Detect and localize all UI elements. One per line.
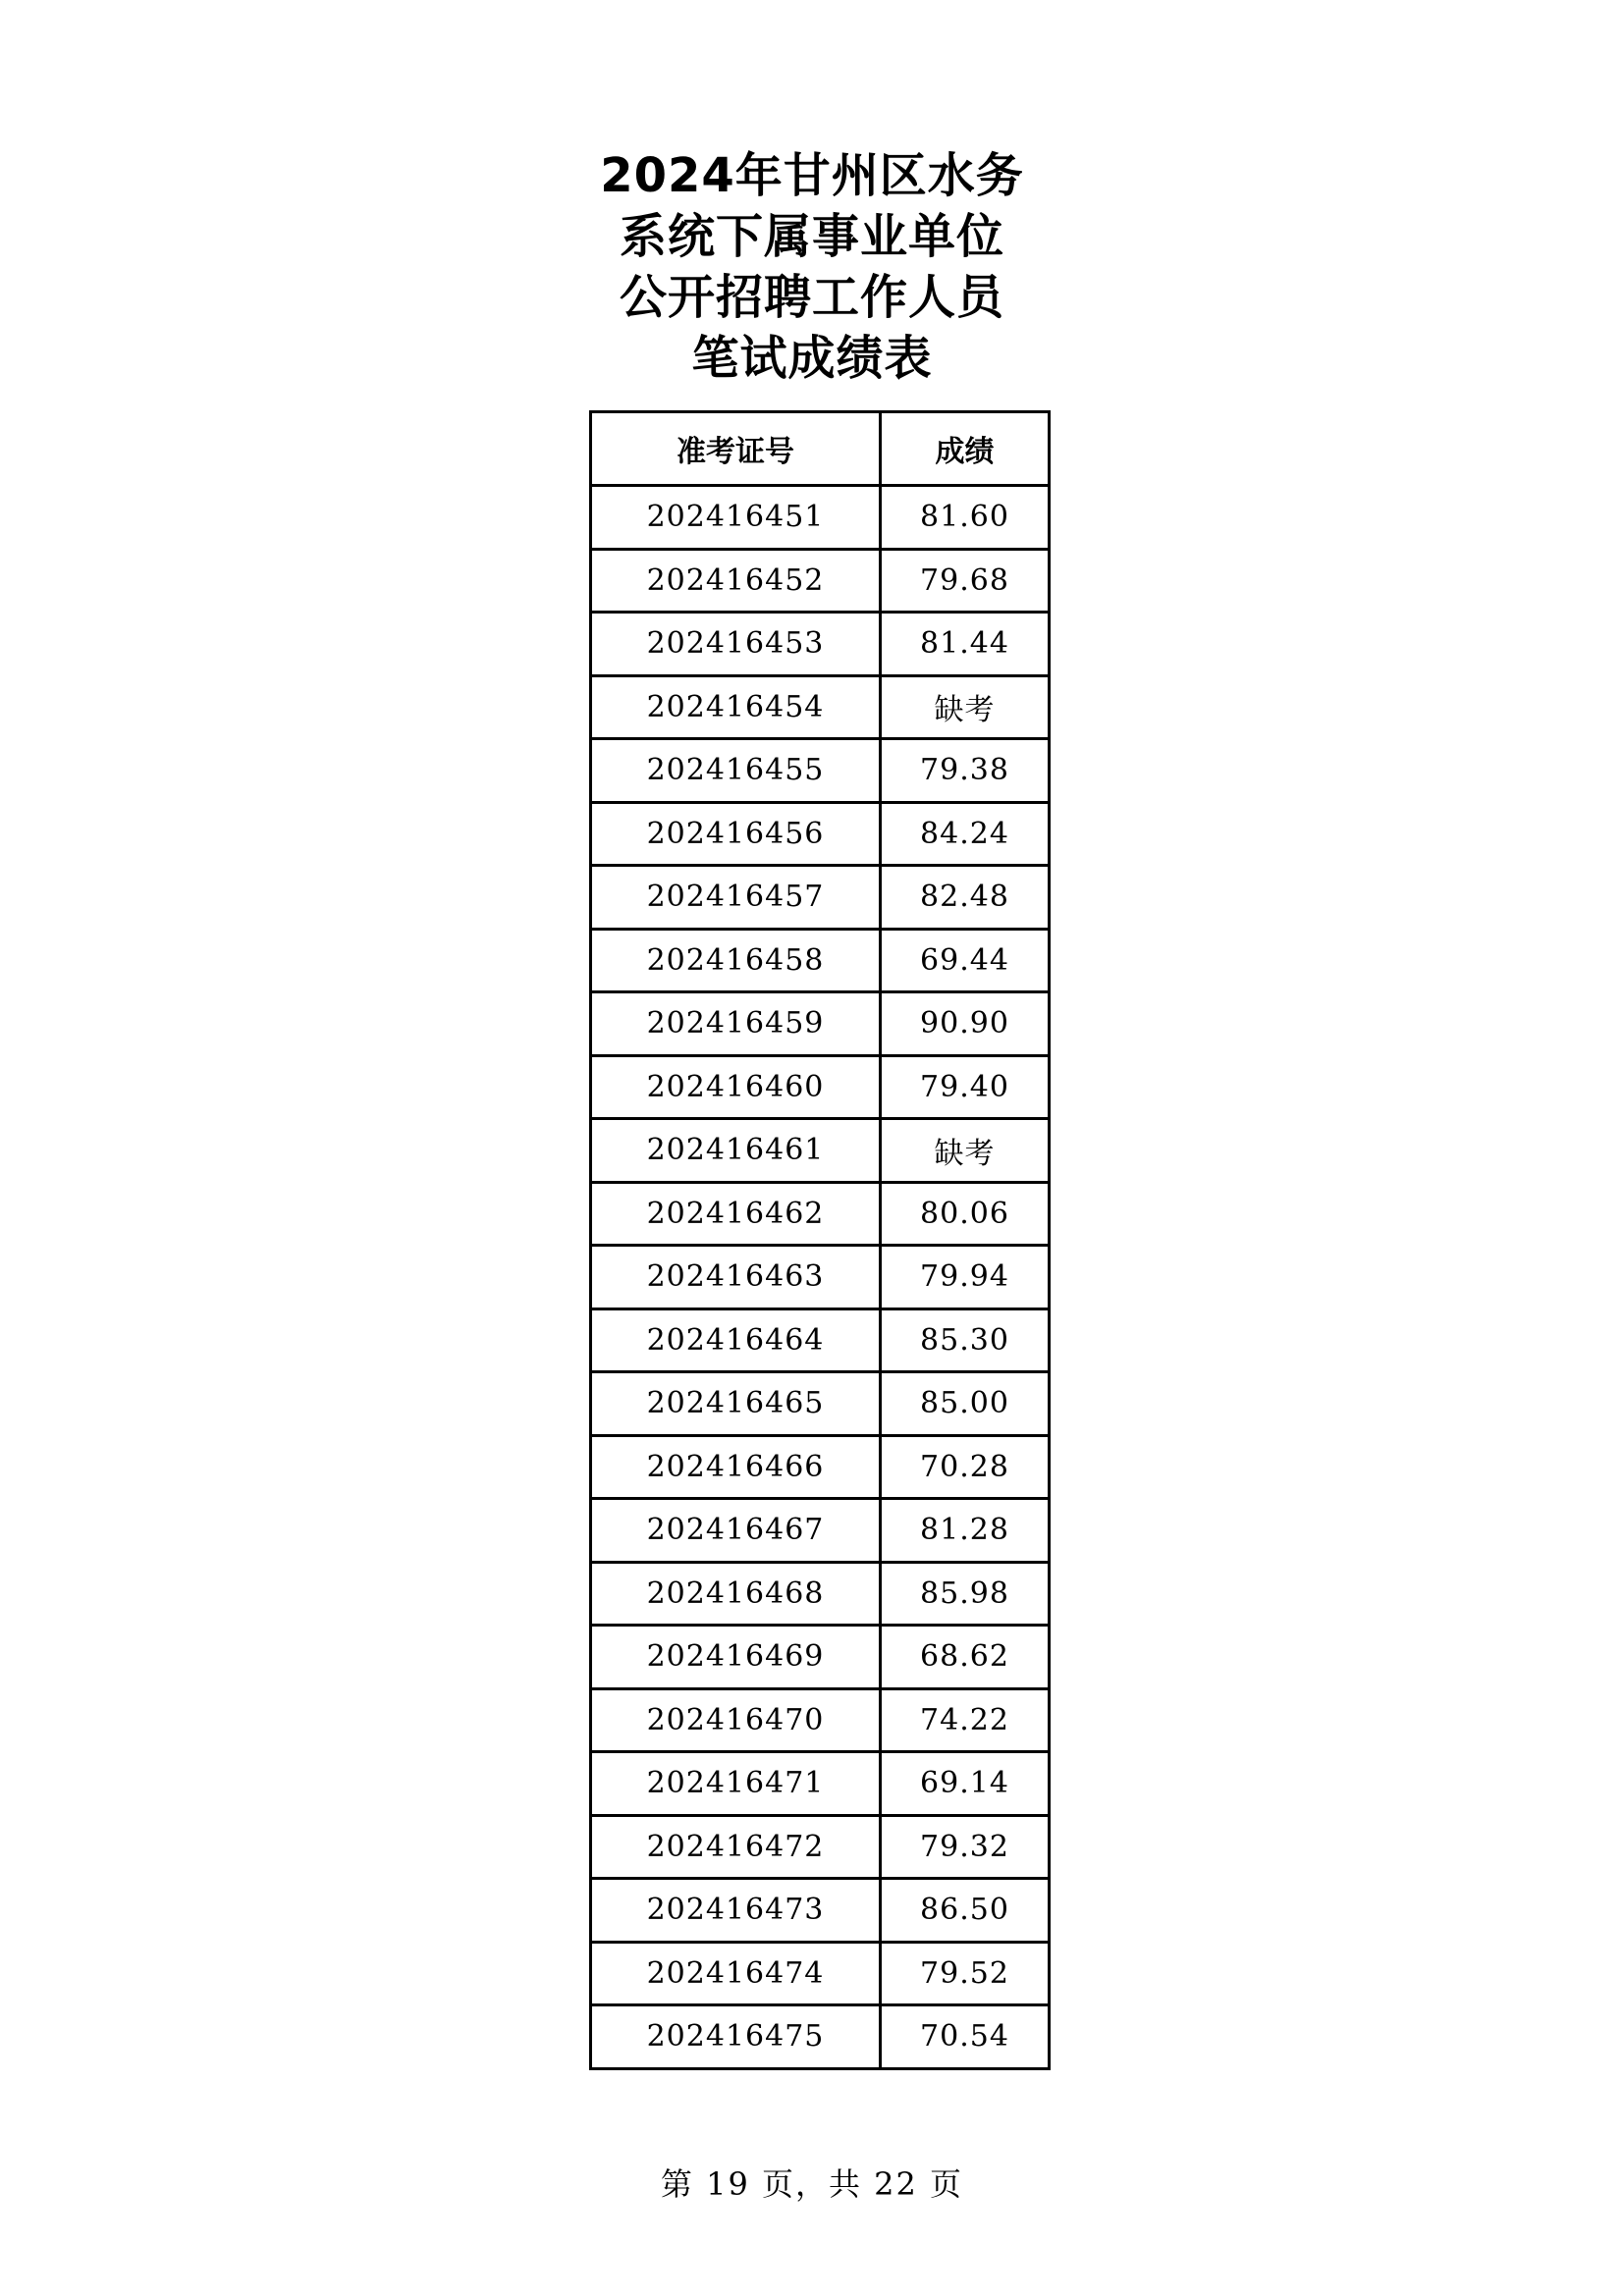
page-footer: 第 19 页，共 22 页 — [660, 2165, 964, 2203]
header-score: 成绩 — [881, 412, 1050, 486]
exam-number-cell: 202416463 — [591, 1246, 881, 1309]
score-table — [589, 410, 1051, 2070]
score-cell: 81.28 — [881, 1499, 1050, 1563]
exam-number-cell: 202416467 — [591, 1499, 881, 1563]
table-row — [591, 866, 1050, 930]
score-cell: 80.06 — [881, 1182, 1050, 1246]
exam-number-cell: 202416469 — [591, 1626, 881, 1689]
header-exam-number: 准考证号 — [591, 412, 881, 486]
table-row — [591, 739, 1050, 803]
exam-number-cell: 202416454 — [591, 675, 881, 739]
score-cell: 70.54 — [881, 2005, 1050, 2069]
exam-number-cell: 202416474 — [591, 1942, 881, 2005]
table-row — [591, 486, 1050, 550]
score-cell: 86.50 — [881, 1879, 1050, 1943]
exam-number-cell: 202416471 — [591, 1752, 881, 1816]
score-cell: 81.44 — [881, 613, 1050, 676]
table-row — [591, 1308, 1050, 1372]
table-row — [591, 1372, 1050, 1436]
score-cell: 90.90 — [881, 992, 1050, 1056]
exam-number-cell: 202416472 — [591, 1815, 881, 1879]
exam-number-cell: 202416461 — [591, 1119, 881, 1183]
score-table-body — [591, 486, 1050, 2069]
table-row — [591, 1626, 1050, 1689]
exam-number-cell: 202416453 — [591, 613, 881, 676]
table-row — [591, 675, 1050, 739]
table-row — [591, 1182, 1050, 1246]
table-row — [591, 1942, 1050, 2005]
score-cell: 74.22 — [881, 1688, 1050, 1752]
title-line-4: 笔试成绩表 — [691, 331, 933, 386]
table-row — [591, 802, 1050, 866]
table-row — [591, 1499, 1050, 1563]
table-row — [591, 1688, 1050, 1752]
table-row — [591, 1119, 1050, 1183]
score-cell: 68.62 — [881, 1626, 1050, 1689]
table-row — [591, 1752, 1050, 1816]
table-row — [591, 549, 1050, 613]
exam-number-cell: 202416451 — [591, 486, 881, 550]
table-row — [591, 929, 1050, 992]
table-row — [591, 1246, 1050, 1309]
table-row — [591, 2005, 1050, 2069]
score-cell: 85.98 — [881, 1562, 1050, 1626]
table-row — [591, 992, 1050, 1056]
score-cell: 缺考 — [881, 1119, 1050, 1183]
table-header-row — [591, 412, 1050, 486]
score-cell: 79.68 — [881, 549, 1050, 613]
score-cell: 79.38 — [881, 739, 1050, 803]
score-cell: 缺考 — [881, 675, 1050, 739]
exam-number-cell: 202416466 — [591, 1435, 881, 1499]
exam-number-cell: 202416459 — [591, 992, 881, 1056]
exam-number-cell: 202416465 — [591, 1372, 881, 1436]
exam-number-cell: 202416473 — [591, 1879, 881, 1943]
exam-number-cell: 202416462 — [591, 1182, 881, 1246]
score-cell: 70.28 — [881, 1435, 1050, 1499]
score-cell: 85.30 — [881, 1308, 1050, 1372]
table-row — [591, 1562, 1050, 1626]
table-row — [591, 1055, 1050, 1119]
title-line-3: 公开招聘工作人员 — [619, 270, 1004, 325]
score-cell: 79.32 — [881, 1815, 1050, 1879]
document-title — [567, 145, 1057, 389]
table-row — [591, 1879, 1050, 1943]
exam-number-cell: 202416475 — [591, 2005, 881, 2069]
score-cell: 69.14 — [881, 1752, 1050, 1816]
table-row — [591, 1815, 1050, 1879]
table-row — [591, 1435, 1050, 1499]
title-line-1: 2024年甘州区水务 — [600, 148, 1024, 203]
exam-number-cell: 202416460 — [591, 1055, 881, 1119]
exam-number-cell: 202416452 — [591, 549, 881, 613]
score-cell: 82.48 — [881, 866, 1050, 930]
title-line-2: 系统下属事业单位 — [619, 209, 1004, 264]
exam-number-cell: 202416468 — [591, 1562, 881, 1626]
score-cell: 84.24 — [881, 802, 1050, 866]
exam-number-cell: 202416457 — [591, 866, 881, 930]
table-row — [591, 613, 1050, 676]
score-cell: 79.52 — [881, 1942, 1050, 2005]
score-cell: 85.00 — [881, 1372, 1050, 1436]
score-cell: 79.40 — [881, 1055, 1050, 1119]
exam-number-cell: 202416455 — [591, 739, 881, 803]
score-cell: 69.44 — [881, 929, 1050, 992]
exam-number-cell: 202416458 — [591, 929, 881, 992]
exam-number-cell: 202416470 — [591, 1688, 881, 1752]
exam-number-cell: 202416464 — [591, 1308, 881, 1372]
score-cell: 79.94 — [881, 1246, 1050, 1309]
score-cell: 81.60 — [881, 486, 1050, 550]
exam-number-cell: 202416456 — [591, 802, 881, 866]
